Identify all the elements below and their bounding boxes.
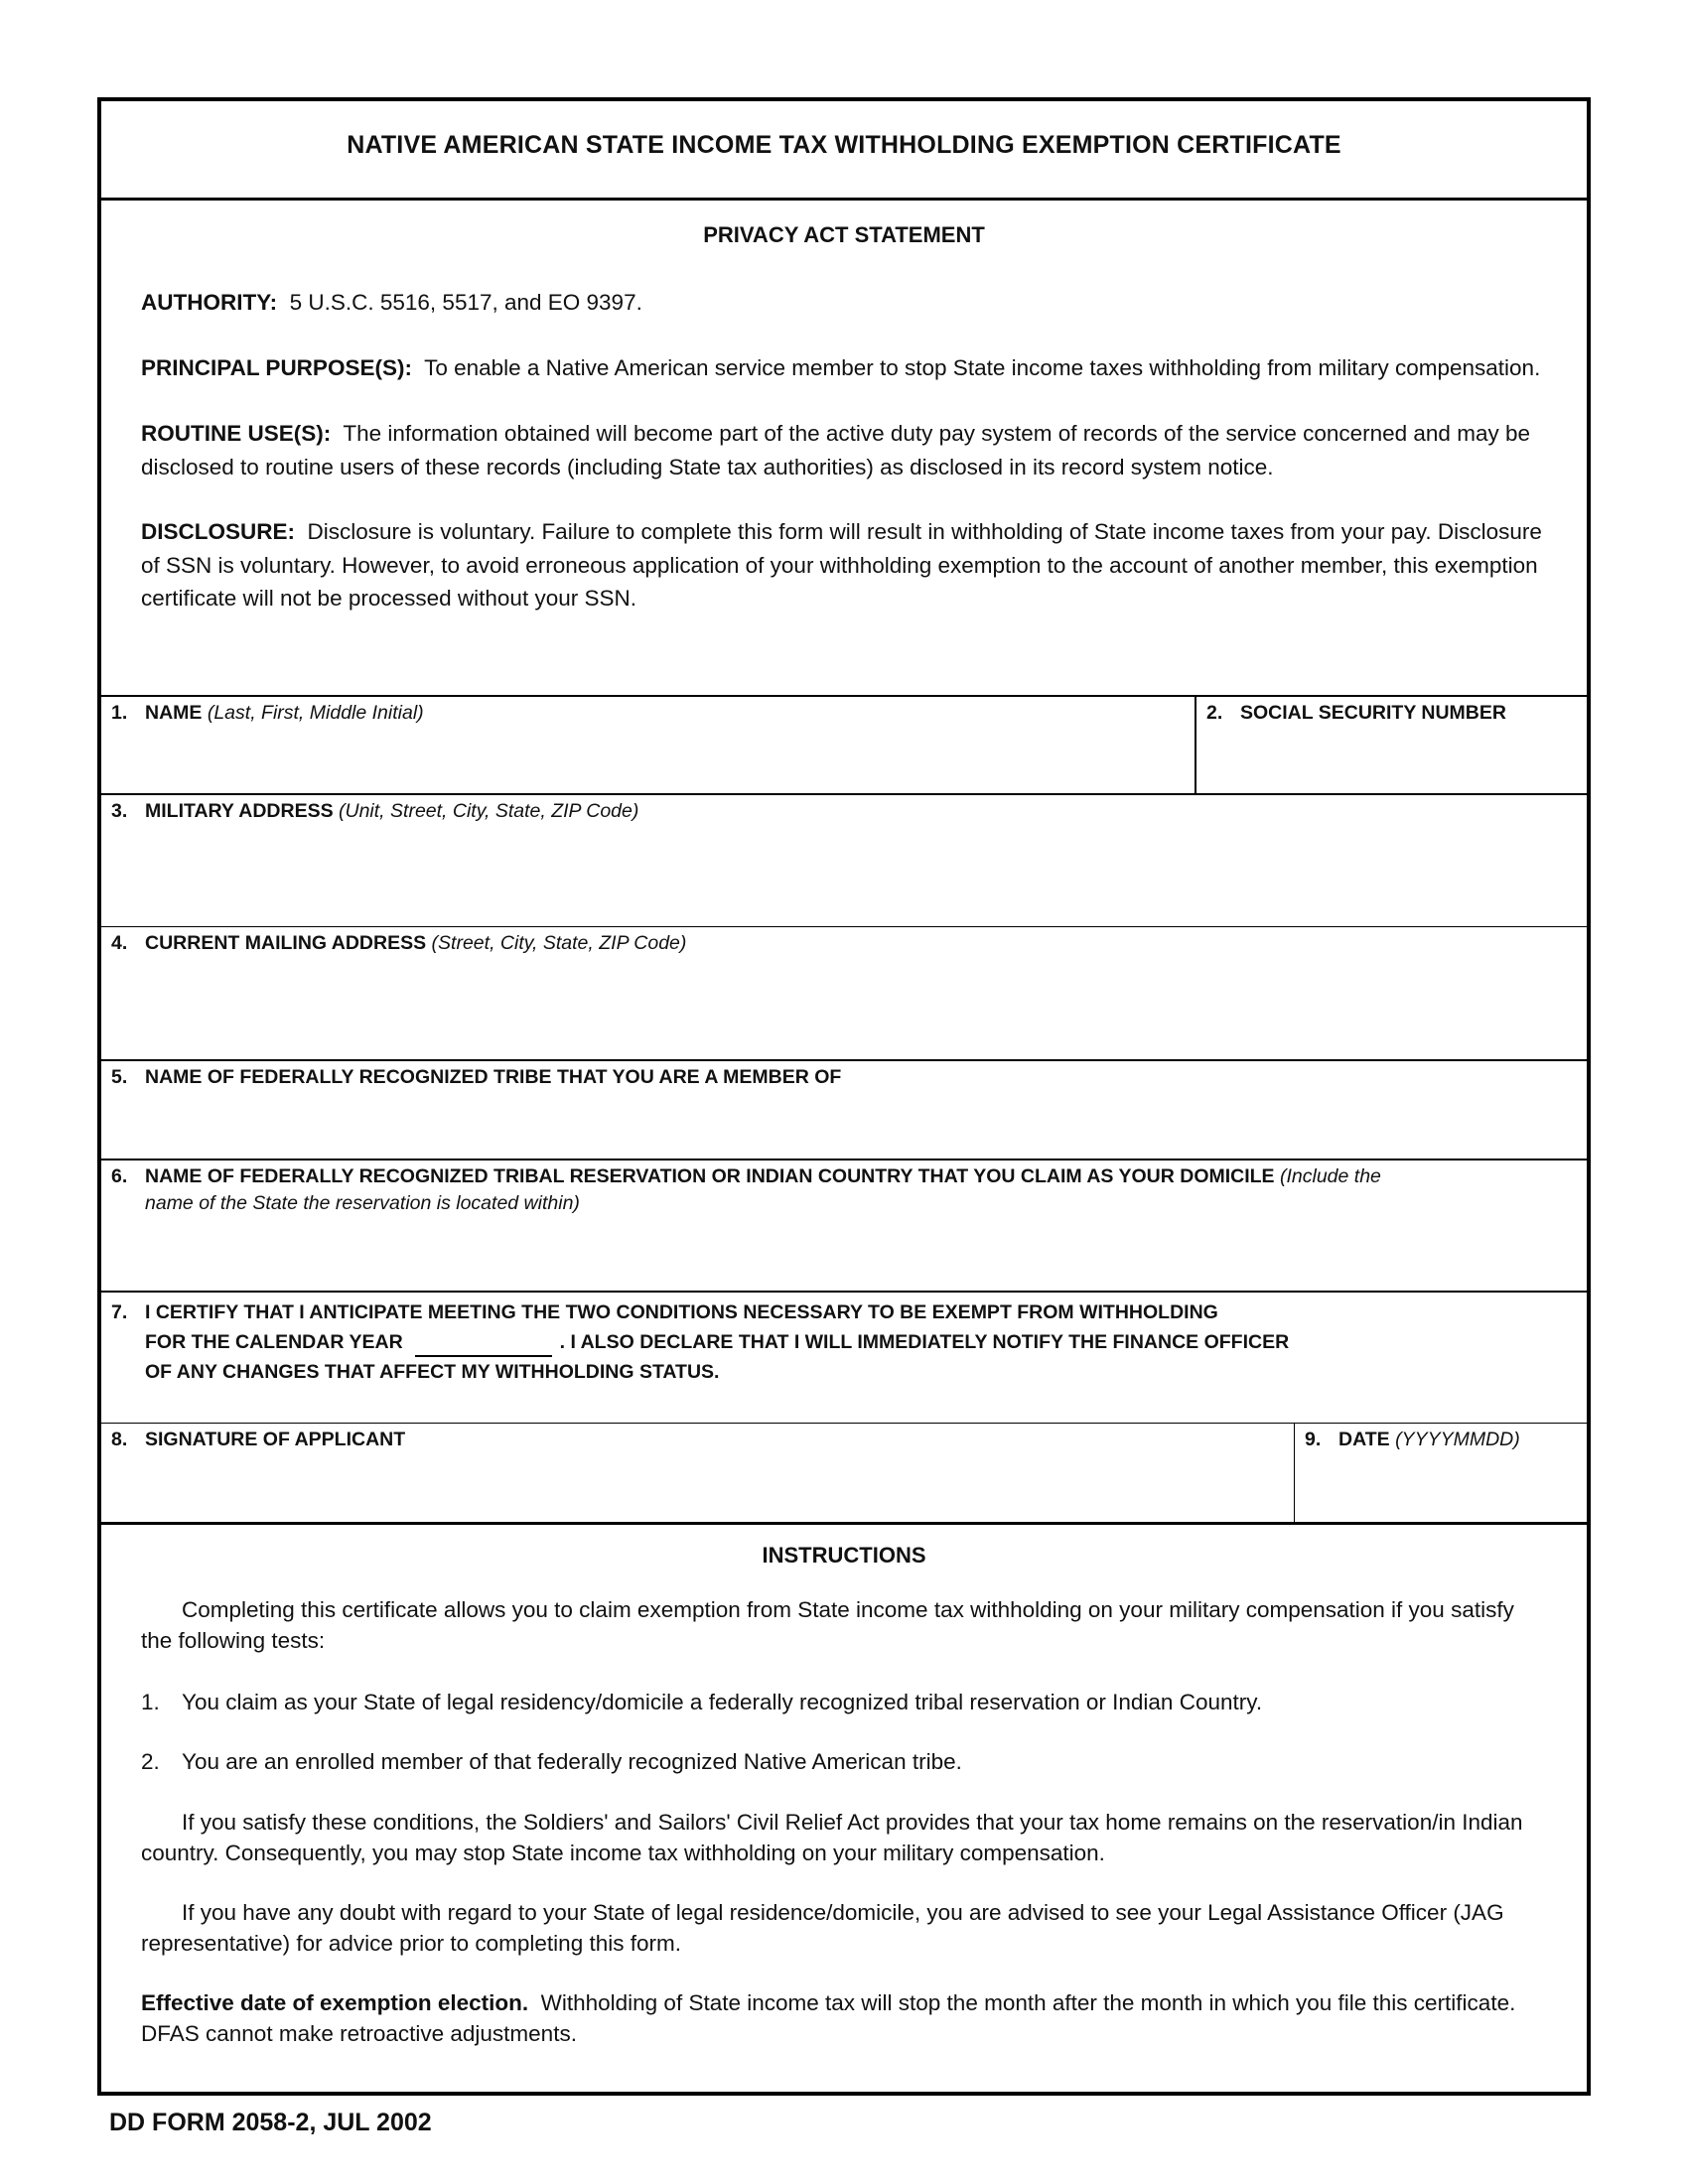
instructions-conditions: If you satisfy these conditions, the Soldiers' and Sailors' Civil Relief Act provides that your tax home remains on the reservation/in Indian country. Consequently, you may stop State income tax withholding on your military compensation. [141, 1810, 1523, 1865]
mailing-address-field[interactable] [101, 927, 1587, 1058]
form-footer-id: DD FORM 2058-2, JUL 2002 [109, 2109, 432, 2136]
privacy-heading: PRIVACY ACT STATEMENT [703, 222, 985, 247]
date-field[interactable] [1295, 1424, 1587, 1522]
authority-label: AUTHORITY: [141, 290, 278, 315]
divider-title [101, 198, 1587, 201]
ssn-label: 2. SOCIAL SECURITY NUMBER [1206, 702, 1506, 724]
date-label: 9. DATE (YYYYMMDD) [1305, 1429, 1520, 1450]
divider-instructions [101, 1522, 1587, 1525]
mailing-address-label: 4. CURRENT MAILING ADDRESS (Street, City, State, ZIP Code) [111, 932, 687, 954]
privacy-authority [141, 286, 1551, 320]
certification-block [101, 1293, 1587, 1423]
reservation-hint: name of the State the reservation is located within) [145, 1192, 580, 1214]
calendar-year-input[interactable] [415, 1331, 552, 1357]
reservation-label: 6. NAME OF FEDERALLY RECOGNIZED TRIBAL RESERVATION OR INDIAN COUNTRY THAT YOU CLAIM AS YOUR DOMICILE (Include the [111, 1165, 1381, 1187]
instructions-item-2: 2. You are an enrolled member of that federally recognized Native American tribe. [141, 1749, 962, 1774]
tribe-label: 5. NAME OF FEDERALLY RECOGNIZED TRIBE THAT YOU ARE A MEMBER OF [111, 1066, 842, 1088]
tribe-field[interactable] [101, 1061, 1587, 1159]
military-address-input[interactable] [109, 829, 1579, 920]
name-field[interactable] [101, 697, 1195, 793]
authority-text: 5 U.S.C. 5516, 5517, and EO 9397. [289, 290, 642, 315]
disclosure-text: Disclosure is voluntary. Failure to complete this form will result in withholding of State income taxes from your pay. Disclosure of SSN is voluntary. However, to avoid erroneous application of your withholding exemption to the account of another member, this exemption certificate will not be processed without your SSN. [141, 519, 1542, 611]
form-title: NATIVE AMERICAN STATE INCOME TAX WITHHOLDING EXEMPTION CERTIFICATE [347, 131, 1341, 159]
routine-text: The information obtained will become part of the active duty pay system of records of the service concerned and may be disclosed to routine users of these records (including State tax authorities) as disclosed in its record system notice. [141, 421, 1530, 479]
certify-line-1: 7. I CERTIFY THAT I ANTICIPATE MEETING THE TWO CONDITIONS NECESSARY TO BE EXEMPT FROM WITHHOLDING [111, 1301, 1218, 1323]
privacy-purpose [141, 351, 1551, 385]
exemption-certificate-form [97, 97, 1591, 2096]
date-input[interactable] [1303, 1457, 1579, 1516]
reservation-field[interactable] [101, 1160, 1587, 1291]
effective-label: Effective date of exemption election. [141, 1990, 529, 2015]
mailing-address-input[interactable] [109, 961, 1579, 1052]
military-address-field[interactable] [101, 795, 1587, 926]
reservation-input[interactable] [109, 1222, 1579, 1285]
name-input[interactable] [109, 731, 1187, 787]
military-address-label: 3. MILITARY ADDRESS (Unit, Street, City, State, ZIP Code) [111, 800, 639, 822]
privacy-disclosure [141, 515, 1551, 615]
purpose-text: To enable a Native American service member to stop State income taxes withholding from military compensation. [424, 355, 1541, 380]
disclosure-label: DISCLOSURE: [141, 519, 296, 544]
ssn-input[interactable] [1204, 731, 1579, 787]
signature-input[interactable] [109, 1457, 1286, 1516]
purpose-label: PRINCIPAL PURPOSE(S): [141, 355, 412, 380]
name-label: 1. NAME (Last, First, Middle Initial) [111, 702, 424, 724]
ssn-field[interactable] [1196, 697, 1587, 793]
signature-label: 8. SIGNATURE OF APPLICANT [111, 1429, 406, 1450]
instructions-effective-date [141, 1987, 1551, 2049]
certify-line-3: OF ANY CHANGES THAT AFFECT MY WITHHOLDING STATUS. [145, 1361, 720, 1383]
privacy-routine-use [141, 417, 1551, 483]
certify-line-2: FOR THE CALENDAR YEAR . I ALSO DECLARE THAT I WILL IMMEDIATELY NOTIFY THE FINANCE OFFICER [145, 1331, 1289, 1357]
instructions-heading: INSTRUCTIONS [762, 1543, 926, 1568]
effective-text: Withholding of State income tax will stop the month after the month in which you file this certificate. DFAS cannot make retroactive adjustments. [141, 1990, 1516, 2046]
instructions-item-1: 1. You claim as your State of legal residency/domicile a federally recognized tribal reservation or Indian Country. [141, 1690, 1263, 1714]
instructions-intro: Completing this certificate allows you to claim exemption from State income tax withholding on your military compensation if you satisfy the following tests: [141, 1597, 1514, 1653]
signature-field[interactable] [101, 1424, 1294, 1522]
tribe-input[interactable] [109, 1095, 1579, 1153]
routine-label: ROUTINE USE(S): [141, 421, 332, 446]
instructions-doubt: If you have any doubt with regard to your State of legal residence/domicile, you are advised to see your Legal Assistance Officer (JAG representative) for advice prior to completing this form. [141, 1900, 1504, 1956]
